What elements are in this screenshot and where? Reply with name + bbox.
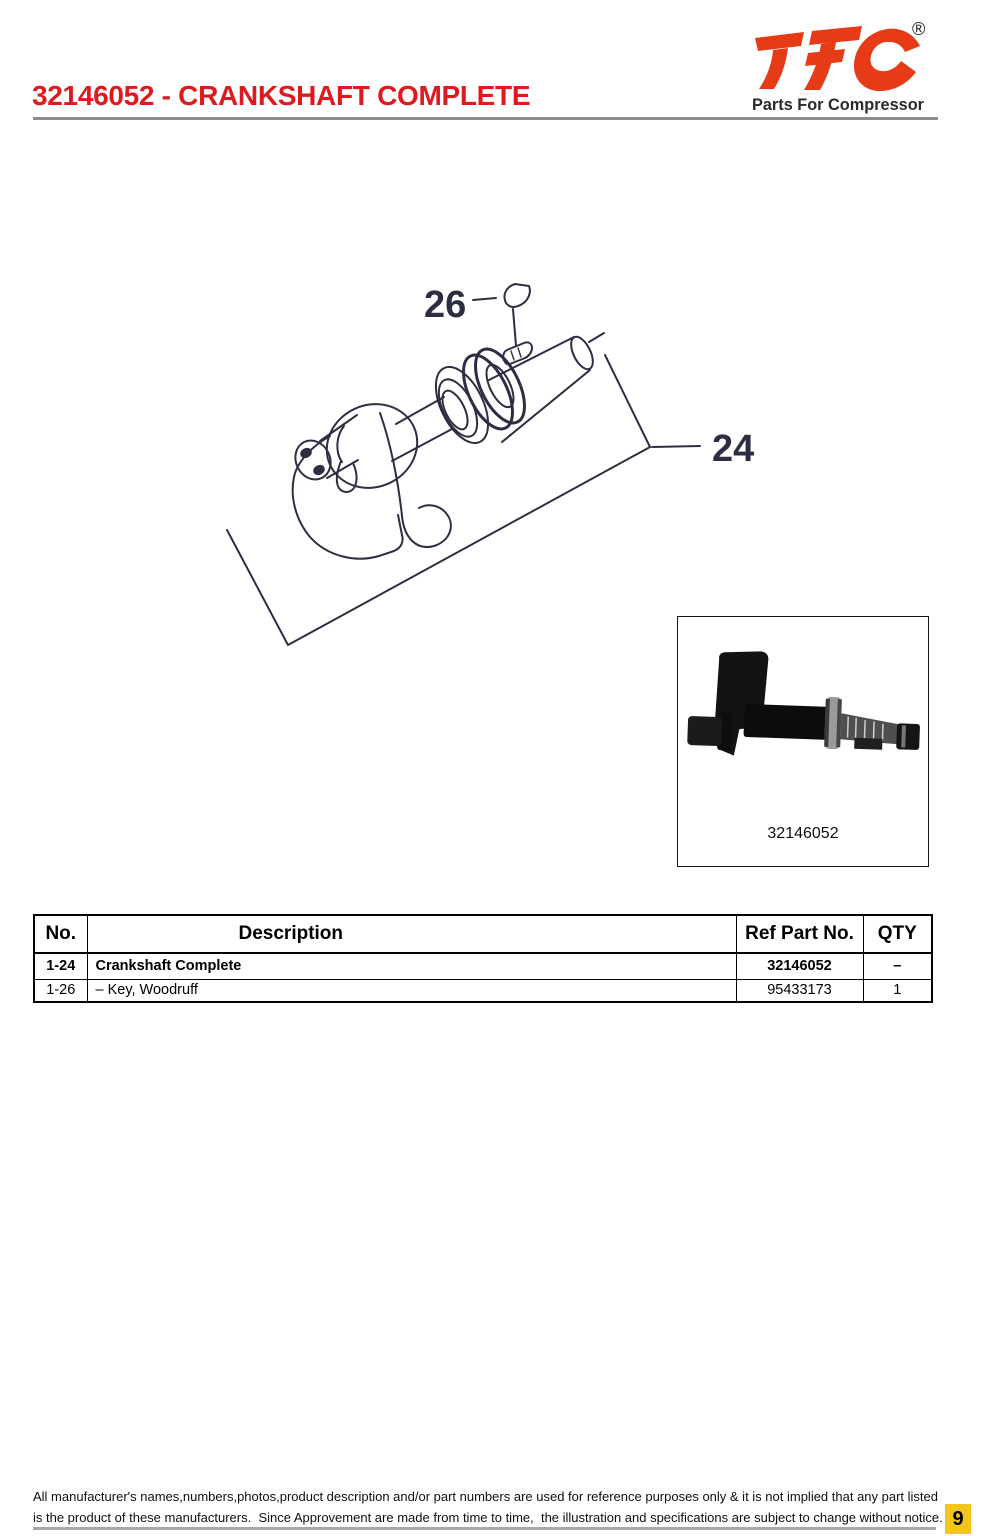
callout-label-24: 24: [712, 428, 755, 470]
header-description: Description: [87, 915, 736, 953]
footer-divider: [33, 1527, 936, 1530]
inset-part-number: 32146052: [767, 825, 839, 842]
footer-line-1: All manufacturer's names,numbers,photos,product description and/or part numbers are used for reference purposes only & it is not implied that any part listed: [33, 1489, 939, 1504]
callout-label-26: 26: [424, 284, 467, 326]
header-divider: [33, 117, 938, 120]
cell-ref: 32146052: [736, 953, 863, 979]
header-qty: QTY: [863, 915, 932, 953]
table-header-row: [34, 915, 932, 953]
header-ref-part-no: Ref Part No.: [736, 915, 863, 953]
footer-disclaimer: [33, 1486, 943, 1528]
page-number-badge: 9: [945, 1504, 971, 1534]
cell-no: 1-24: [34, 953, 87, 979]
page-title: 32146052 - CRANKSHAFT COMPLETE: [32, 80, 531, 111]
pfc-logo-icon: [750, 13, 930, 117]
header-no: No.: [34, 915, 87, 953]
callout-24-bracket: [227, 355, 700, 645]
logo-tagline: Parts For Compressor: [752, 96, 925, 114]
table-row: [34, 953, 932, 979]
product-photo-box: [677, 616, 929, 867]
registered-mark-icon: ®: [912, 19, 926, 39]
logo-letters: [755, 26, 920, 91]
pfc-logo: [750, 13, 930, 117]
footer-line-2: is the product of these manufacturers. Since Approvement are made from time to time, the illustration and specifications are subject to change without notice.: [33, 1510, 943, 1525]
cell-qty: –: [863, 953, 932, 979]
cell-qty: 1: [863, 979, 932, 1002]
parts-table: [33, 914, 931, 1003]
cell-ref: 95433173: [736, 979, 863, 1002]
table-row: [34, 979, 932, 1002]
woodruff-key-part: [473, 284, 530, 346]
counterweight: [289, 390, 451, 559]
cell-description: Crankshaft Complete: [87, 953, 736, 979]
cell-description: – Key, Woodruff: [87, 979, 736, 1002]
cell-no: 1-26: [34, 979, 87, 1002]
